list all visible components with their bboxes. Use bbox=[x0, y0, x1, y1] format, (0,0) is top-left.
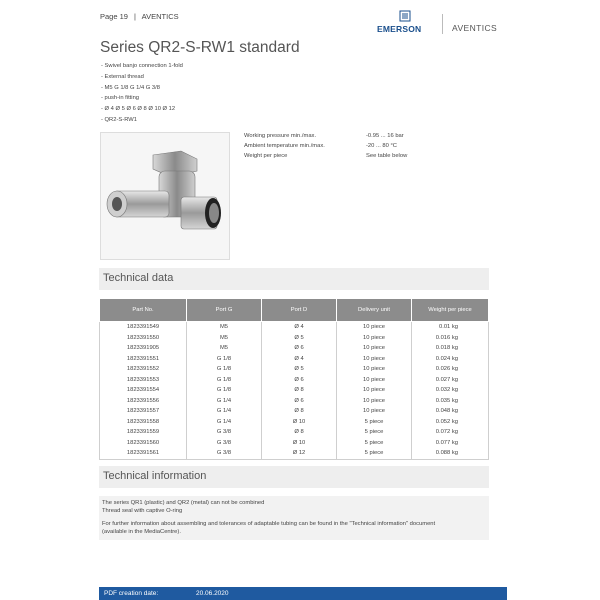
spec-label: Working pressure min./max. bbox=[244, 133, 317, 139]
footer-date: 20.06.2020 bbox=[196, 590, 229, 597]
page-number: Page 19 bbox=[100, 12, 128, 21]
table-cell: 1823391554 bbox=[100, 385, 187, 396]
table-cell: G 3/8 bbox=[187, 448, 262, 459]
table-cell: 1823391556 bbox=[100, 396, 187, 407]
table-cell: 0.072 kg bbox=[412, 427, 489, 438]
section-heading: Technical data bbox=[103, 272, 174, 284]
table-cell: G 1/4 bbox=[187, 417, 262, 428]
product-image bbox=[100, 132, 230, 260]
table-cell: 10 piece bbox=[337, 396, 412, 407]
feature-item: - Swivel banjo connection 1-fold bbox=[101, 63, 183, 69]
spec-label: Ambient temperature min./max. bbox=[244, 143, 325, 149]
spec-list bbox=[244, 133, 484, 163]
table-cell: Ø 10 bbox=[262, 417, 337, 428]
emerson-emblem-icon bbox=[399, 10, 411, 22]
header-separator: | bbox=[134, 12, 136, 21]
table-cell: 0.088 kg bbox=[412, 448, 489, 459]
table-cell: 0.077 kg bbox=[412, 438, 489, 449]
table-cell: 0.032 kg bbox=[412, 385, 489, 396]
table-cell: Ø 10 bbox=[262, 438, 337, 449]
feature-item: - push-in fitting bbox=[101, 95, 140, 102]
table-cell: Ø 8 bbox=[262, 427, 337, 438]
table-cell: 5 piece bbox=[337, 417, 412, 428]
table-row bbox=[100, 385, 489, 396]
table-cell: G 1/8 bbox=[187, 364, 262, 375]
table-cell: Ø 12 bbox=[262, 448, 337, 459]
table-cell: 0.027 kg bbox=[412, 375, 489, 386]
section-heading: Technical information bbox=[103, 470, 207, 482]
table-cell: G 3/8 bbox=[187, 438, 262, 449]
column-header: Part No. bbox=[100, 299, 187, 322]
table-cell: Ø 5 bbox=[262, 333, 337, 344]
table-cell: M5 bbox=[187, 322, 262, 333]
spec-value: See table below bbox=[366, 153, 408, 159]
table-cell: 10 piece bbox=[337, 343, 412, 354]
feature-list bbox=[101, 61, 183, 126]
column-header: Port D bbox=[262, 299, 337, 322]
footer-bar bbox=[99, 587, 507, 600]
table-cell: 0.01 kg bbox=[412, 322, 489, 333]
info-line: (available in the MediaCentre). bbox=[102, 529, 181, 535]
table-cell: 0.016 kg bbox=[412, 333, 489, 344]
table-cell: 10 piece bbox=[337, 354, 412, 365]
table-cell: 1823391552 bbox=[100, 364, 187, 375]
table-cell: 1823391549 bbox=[100, 322, 187, 333]
table-cell: 5 piece bbox=[337, 448, 412, 459]
table-cell: 10 piece bbox=[337, 322, 412, 333]
feature-item: - Ø 4 Ø 5 Ø 6 Ø 8 Ø 10 Ø 12 bbox=[101, 106, 176, 113]
table-cell: Ø 8 bbox=[262, 385, 337, 396]
table-row bbox=[100, 438, 489, 449]
table-cell: 1823391559 bbox=[100, 427, 187, 438]
spec-value: -0.95 ... 16 bar bbox=[366, 133, 404, 139]
table-cell: 0.052 kg bbox=[412, 417, 489, 428]
feature-item: - M5 G 1/8 G 1/4 G 3/8 bbox=[101, 84, 160, 91]
table-cell: 1823391561 bbox=[100, 448, 187, 459]
table-row bbox=[100, 417, 489, 428]
table-cell: 5 piece bbox=[337, 438, 412, 449]
aventics-logo: AVENTICS bbox=[452, 23, 498, 33]
spec-label: Weight per piece bbox=[244, 153, 288, 159]
technical-information-text bbox=[99, 496, 489, 540]
column-header: Delivery unit bbox=[337, 299, 412, 322]
table-cell: 0.024 kg bbox=[412, 354, 489, 365]
emerson-logo-text: EMERSON bbox=[377, 24, 422, 34]
feature-item: - External thread bbox=[101, 73, 144, 80]
table-cell: 1823391560 bbox=[100, 438, 187, 449]
fitting-illustration bbox=[101, 133, 229, 259]
column-header: Weight per piece bbox=[412, 299, 489, 322]
table-cell: 1823391557 bbox=[100, 406, 187, 417]
info-line: For further information about assembling and tolerances of adaptable tubing can be found in the "Technical information" document bbox=[102, 521, 436, 527]
column-header: Port G bbox=[187, 299, 262, 322]
table-row bbox=[100, 375, 489, 386]
spec-row bbox=[244, 133, 484, 143]
table-cell: G 1/4 bbox=[187, 406, 262, 417]
table-cell: G 3/8 bbox=[187, 427, 262, 438]
table-cell: G 1/8 bbox=[187, 354, 262, 365]
table-cell: Ø 5 bbox=[262, 364, 337, 375]
page-header bbox=[100, 12, 183, 21]
table-row bbox=[100, 448, 489, 459]
header-brand: AVENTICS bbox=[141, 12, 179, 21]
table-cell: 10 piece bbox=[337, 385, 412, 396]
spec-value: -20 ... 80 °C bbox=[366, 143, 397, 149]
table-cell: Ø 6 bbox=[262, 375, 337, 386]
technical-data-table bbox=[99, 298, 489, 460]
table-row bbox=[100, 354, 489, 365]
technical-information-header bbox=[99, 466, 489, 488]
info-line: The series QR1 (plastic) and QR2 (metal) can not be combined bbox=[102, 500, 265, 506]
table-cell: 10 piece bbox=[337, 375, 412, 386]
table-cell: 1823391550 bbox=[100, 333, 187, 344]
table-cell: 10 piece bbox=[337, 333, 412, 344]
table-cell: 0.048 kg bbox=[412, 406, 489, 417]
table-cell: 1823391553 bbox=[100, 375, 187, 386]
page-title: Series QR2-S-RW1 standard bbox=[100, 39, 300, 56]
table-cell: Ø 8 bbox=[262, 406, 337, 417]
table-cell: G 1/4 bbox=[187, 396, 262, 407]
table-cell: 10 piece bbox=[337, 364, 412, 375]
table-cell: Ø 4 bbox=[262, 354, 337, 365]
table-row bbox=[100, 396, 489, 407]
table-cell: 0.035 kg bbox=[412, 396, 489, 407]
technical-data-header bbox=[99, 268, 489, 290]
table-cell: G 1/8 bbox=[187, 375, 262, 386]
table-cell: 1823391551 bbox=[100, 354, 187, 365]
table-cell: M5 bbox=[187, 333, 262, 344]
logo-divider bbox=[442, 14, 443, 34]
table-cell: 1823391558 bbox=[100, 417, 187, 428]
table-cell: G 1/8 bbox=[187, 385, 262, 396]
table-header-row bbox=[100, 299, 489, 322]
spec-row bbox=[244, 153, 484, 163]
table-row bbox=[100, 322, 489, 333]
table-body bbox=[100, 322, 489, 460]
table-row bbox=[100, 427, 489, 438]
table-cell: Ø 6 bbox=[262, 343, 337, 354]
spec-row bbox=[244, 143, 484, 153]
table-cell: 10 piece bbox=[337, 406, 412, 417]
footer-label: PDF creation date: bbox=[104, 590, 159, 597]
table-row bbox=[100, 406, 489, 417]
table-cell: Ø 6 bbox=[262, 396, 337, 407]
table-cell: 0.018 kg bbox=[412, 343, 489, 354]
feature-item: - QR2-S-RW1 bbox=[101, 116, 137, 123]
emerson-logo bbox=[377, 12, 437, 36]
table-cell: M5 bbox=[187, 343, 262, 354]
table-row bbox=[100, 364, 489, 375]
table-row bbox=[100, 343, 489, 354]
table-cell: Ø 4 bbox=[262, 322, 337, 333]
table-cell: 1823391905 bbox=[100, 343, 187, 354]
table-cell: 0.026 kg bbox=[412, 364, 489, 375]
table-cell: 5 piece bbox=[337, 427, 412, 438]
table-row bbox=[100, 333, 489, 344]
info-line: Thread seal with captive O-ring bbox=[102, 508, 183, 514]
